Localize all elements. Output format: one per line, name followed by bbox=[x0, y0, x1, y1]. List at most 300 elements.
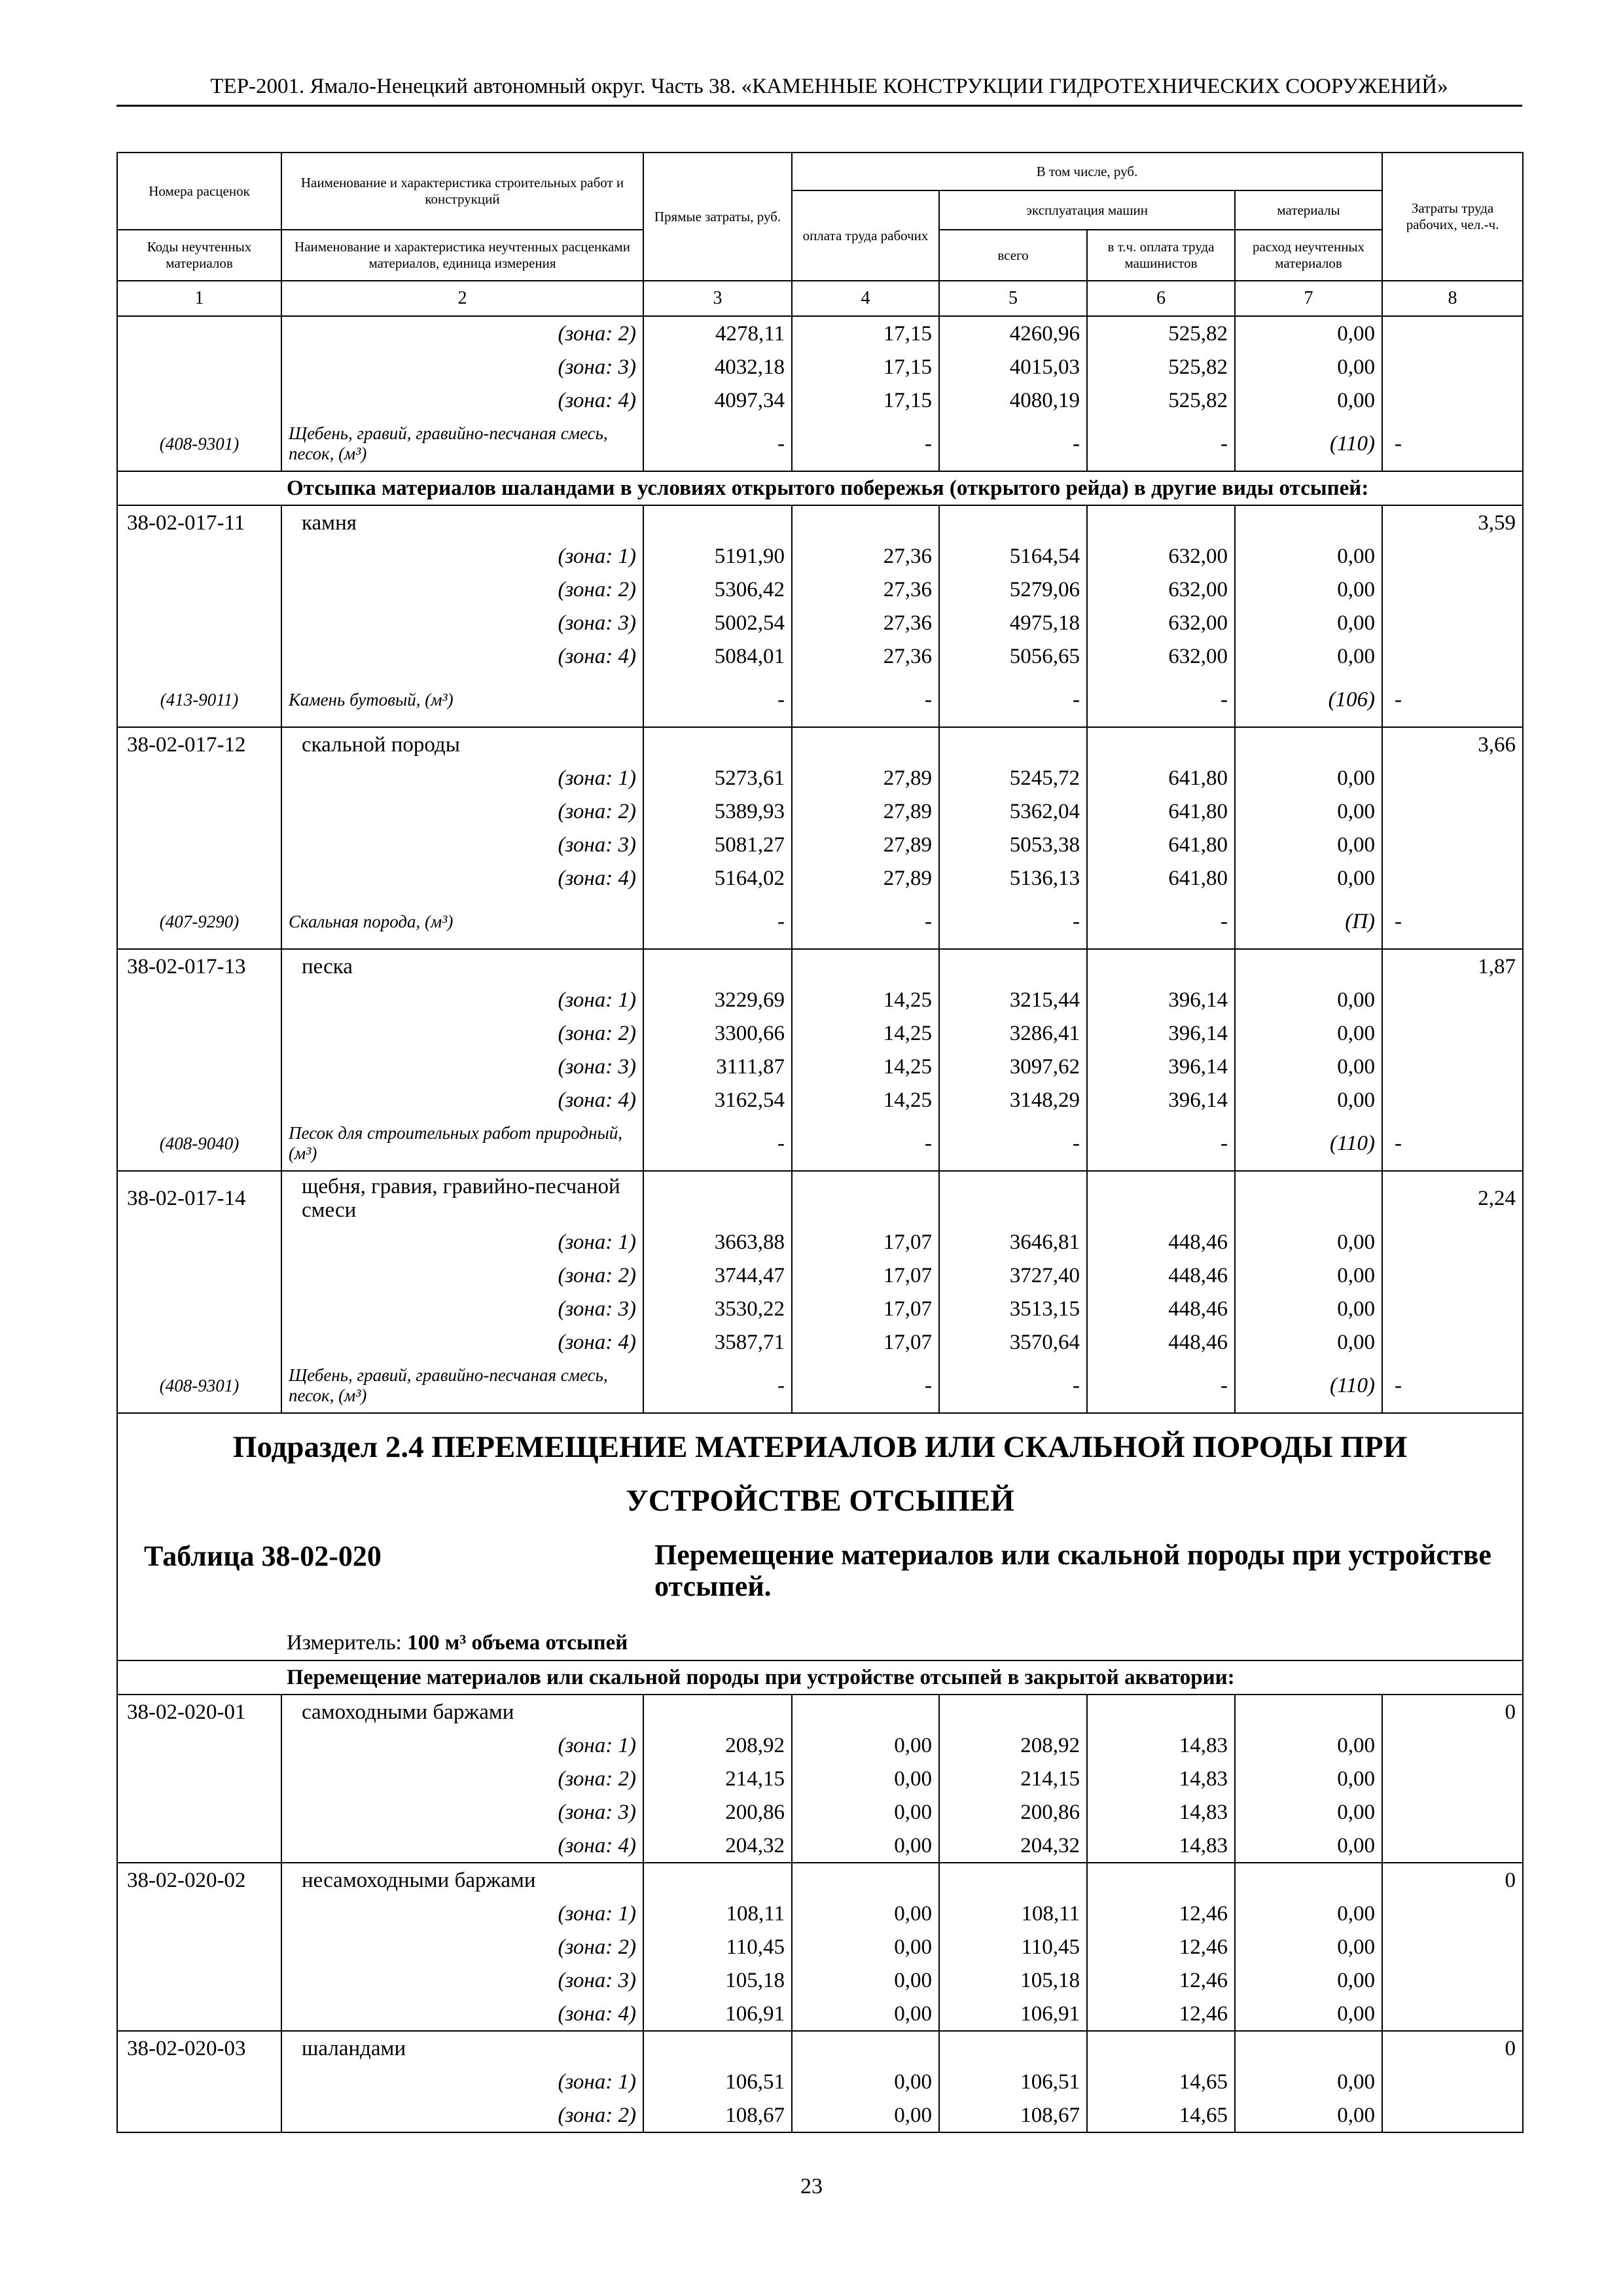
empty-cell bbox=[1382, 350, 1523, 384]
col-num: 2 bbox=[281, 281, 643, 316]
dash-cell: - bbox=[643, 1117, 792, 1171]
machines-total-value: 3286,41 bbox=[939, 1016, 1087, 1050]
empty-cell bbox=[117, 1762, 281, 1795]
table-row bbox=[117, 1528, 1523, 1626]
machines-total-value: 3646,81 bbox=[939, 1225, 1087, 1259]
col-num: 6 bbox=[1087, 281, 1235, 316]
table-row bbox=[117, 2031, 1523, 2065]
empty-cell bbox=[643, 1695, 792, 1729]
table-row bbox=[117, 1325, 1523, 1359]
empty-cell bbox=[1382, 2065, 1523, 2098]
empty-cell bbox=[117, 2065, 281, 2098]
machinists-wages-value: 14,83 bbox=[1087, 1829, 1235, 1863]
table-row bbox=[117, 1964, 1523, 1997]
wages-value: 14,25 bbox=[792, 1083, 939, 1117]
direct-costs-value: 4032,18 bbox=[643, 350, 792, 384]
material-code: (407-9290) bbox=[117, 895, 281, 949]
machinists-wages-value: 448,46 bbox=[1087, 1259, 1235, 1292]
work-name: шаландами bbox=[281, 2031, 643, 2065]
table-row bbox=[117, 606, 1523, 639]
wages-value: 17,07 bbox=[792, 1259, 939, 1292]
work-name: камня bbox=[281, 505, 643, 539]
empty-cell bbox=[1382, 828, 1523, 861]
empty-cell bbox=[643, 727, 792, 761]
machinists-wages-value: 448,46 bbox=[1087, 1225, 1235, 1259]
empty-cell bbox=[117, 639, 281, 673]
direct-costs-value: 108,67 bbox=[643, 2098, 792, 2132]
subsection-title-line: УСТРОЙСТВЕ ОТСЫПЕЙ bbox=[626, 1484, 1014, 1518]
wages-value: 17,07 bbox=[792, 1225, 939, 1259]
materials-value: 0,00 bbox=[1235, 384, 1382, 417]
machinists-wages-value: 14,83 bbox=[1087, 1795, 1235, 1829]
materials-value: 0,00 bbox=[1235, 639, 1382, 673]
materials-value: 0,00 bbox=[1235, 1762, 1382, 1795]
machines-total-value: 214,15 bbox=[939, 1762, 1087, 1795]
machinists-wages-value: 632,00 bbox=[1087, 573, 1235, 606]
empty-cell bbox=[1087, 1695, 1235, 1729]
wages-value: 0,00 bbox=[792, 1795, 939, 1829]
zone-label: (зона: 4) bbox=[281, 384, 643, 417]
empty-cell bbox=[117, 1225, 281, 1259]
zone-label: (зона: 3) bbox=[281, 606, 643, 639]
machinists-wages-value: 525,82 bbox=[1087, 384, 1235, 417]
dash-cell: - bbox=[1087, 417, 1235, 471]
material-code: (413-9011) bbox=[117, 673, 281, 727]
table-caption bbox=[117, 1528, 1523, 1626]
materials-value: 0,00 bbox=[1235, 573, 1382, 606]
material-use-value: (110) bbox=[1235, 1359, 1382, 1413]
direct-costs-value: 5002,54 bbox=[643, 606, 792, 639]
direct-costs-value: 5191,90 bbox=[643, 539, 792, 573]
empty-cell bbox=[117, 1964, 281, 1997]
empty-cell bbox=[117, 1897, 281, 1930]
machinists-wages-value: 12,46 bbox=[1087, 1930, 1235, 1964]
col-num: 1 bbox=[117, 281, 281, 316]
empty-cell bbox=[1382, 1050, 1523, 1083]
table-row bbox=[117, 350, 1523, 384]
machinists-wages-value: 396,14 bbox=[1087, 983, 1235, 1016]
wages-value: 0,00 bbox=[792, 1997, 939, 2031]
hdr-including: В том числе, руб. bbox=[792, 152, 1382, 190]
direct-costs-value: 214,15 bbox=[643, 1762, 792, 1795]
work-name: песка bbox=[281, 949, 643, 983]
dash-cell: - bbox=[939, 1359, 1087, 1413]
empty-cell bbox=[1382, 384, 1523, 417]
zone-label: (зона: 4) bbox=[281, 1997, 643, 2031]
hdr-work-name: Наименование и характеристика строительных работ и конструкций bbox=[281, 152, 643, 230]
materials-value: 0,00 bbox=[1235, 983, 1382, 1016]
empty-cell bbox=[1382, 1997, 1523, 2031]
empty-cell bbox=[939, 2031, 1087, 2065]
wages-value: 0,00 bbox=[792, 1897, 939, 1930]
material-use-value: (110) bbox=[1235, 417, 1382, 471]
group-title: Отсыпка материалов шаландами в условиях открытого побережья (открытого рейда) в другие виды отсыпей: bbox=[117, 471, 1523, 505]
measure-label: Измеритель: bbox=[287, 1630, 402, 1655]
labor-value: 0 bbox=[1382, 1863, 1523, 1897]
col-num: 8 bbox=[1382, 281, 1523, 316]
material-use-value: (П) bbox=[1235, 895, 1382, 949]
machines-total-value: 4080,19 bbox=[939, 384, 1087, 417]
col-num: 5 bbox=[939, 281, 1087, 316]
table-row bbox=[117, 761, 1523, 795]
dash-cell: - bbox=[1382, 673, 1523, 727]
page-number: 23 bbox=[800, 2174, 823, 2198]
wages-value: 27,89 bbox=[792, 861, 939, 895]
direct-costs-value: 4278,11 bbox=[643, 316, 792, 350]
zone-label: (зона: 1) bbox=[281, 2065, 643, 2098]
material-name: Щебень, гравий, гравийно-песчаная смесь, песок, (м³) bbox=[281, 1359, 643, 1413]
direct-costs-value: 105,18 bbox=[643, 1964, 792, 1997]
work-name: скальной породы bbox=[281, 727, 643, 761]
machines-total-value: 3097,62 bbox=[939, 1050, 1087, 1083]
empty-cell bbox=[1382, 1259, 1523, 1292]
zone-label: (зона: 1) bbox=[281, 1897, 643, 1930]
materials-value: 0,00 bbox=[1235, 1897, 1382, 1930]
empty-cell bbox=[1382, 1762, 1523, 1795]
col-num: 3 bbox=[643, 281, 792, 316]
machines-total-value: 106,91 bbox=[939, 1997, 1087, 2031]
direct-costs-value: 5084,01 bbox=[643, 639, 792, 673]
zone-label: (зона: 2) bbox=[281, 1016, 643, 1050]
table-row bbox=[117, 1413, 1523, 1528]
materials-value: 0,00 bbox=[1235, 1325, 1382, 1359]
direct-costs-value: 3229,69 bbox=[643, 983, 792, 1016]
empty-cell bbox=[939, 505, 1087, 539]
materials-value: 0,00 bbox=[1235, 1083, 1382, 1117]
zone-label: (зона: 2) bbox=[281, 1930, 643, 1964]
wages-value: 27,89 bbox=[792, 795, 939, 828]
table-row bbox=[117, 1292, 1523, 1325]
machines-total-value: 200,86 bbox=[939, 1795, 1087, 1829]
machines-total-value: 106,51 bbox=[939, 2065, 1087, 2098]
empty-cell bbox=[1087, 1863, 1235, 1897]
material-name: Скальная порода, (м³) bbox=[281, 895, 643, 949]
hdr-material-use: расход неучтенных материалов bbox=[1235, 230, 1382, 281]
materials-value: 0,00 bbox=[1235, 1016, 1382, 1050]
empty-cell bbox=[117, 573, 281, 606]
machinists-wages-value: 448,46 bbox=[1087, 1325, 1235, 1359]
empty-cell bbox=[117, 1083, 281, 1117]
direct-costs-value: 3587,71 bbox=[643, 1325, 792, 1359]
labor-value: 1,87 bbox=[1382, 949, 1523, 983]
machinists-wages-value: 632,00 bbox=[1087, 606, 1235, 639]
direct-costs-value: 5164,02 bbox=[643, 861, 792, 895]
empty-cell bbox=[1235, 949, 1382, 983]
measure-unit bbox=[117, 1626, 1523, 1660]
machinists-wages-value: 396,14 bbox=[1087, 1083, 1235, 1117]
wages-value: 0,00 bbox=[792, 1829, 939, 1863]
table-row bbox=[117, 1762, 1523, 1795]
wages-value: 0,00 bbox=[792, 1964, 939, 1997]
empty-cell bbox=[117, 1259, 281, 1292]
empty-cell bbox=[1382, 1016, 1523, 1050]
zone-label: (зона: 1) bbox=[281, 539, 643, 573]
direct-costs-value: 108,11 bbox=[643, 1897, 792, 1930]
machines-total-value: 108,11 bbox=[939, 1897, 1087, 1930]
empty-cell bbox=[117, 983, 281, 1016]
table-row bbox=[117, 639, 1523, 673]
empty-cell bbox=[1235, 505, 1382, 539]
empty-cell bbox=[1382, 795, 1523, 828]
wages-value: 27,36 bbox=[792, 639, 939, 673]
empty-cell bbox=[1382, 539, 1523, 573]
subsection-heading bbox=[117, 1413, 1523, 1528]
machinists-wages-value: 14,65 bbox=[1087, 2065, 1235, 2098]
wages-value: 14,25 bbox=[792, 1050, 939, 1083]
dash-cell: - bbox=[1087, 1117, 1235, 1171]
machines-total-value: 208,92 bbox=[939, 1729, 1087, 1762]
empty-cell bbox=[1382, 573, 1523, 606]
materials-value: 0,00 bbox=[1235, 795, 1382, 828]
empty-cell bbox=[117, 1795, 281, 1829]
zone-label: (зона: 2) bbox=[281, 316, 643, 350]
table-row bbox=[117, 1863, 1523, 1897]
labor-value: 3,59 bbox=[1382, 505, 1523, 539]
zone-label: (зона: 2) bbox=[281, 1259, 643, 1292]
wages-value: 14,25 bbox=[792, 1016, 939, 1050]
machines-total-value: 3513,15 bbox=[939, 1292, 1087, 1325]
dash-cell: - bbox=[643, 895, 792, 949]
wages-value: 0,00 bbox=[792, 2098, 939, 2132]
materials-value: 0,00 bbox=[1235, 1930, 1382, 1964]
labor-value: 3,66 bbox=[1382, 727, 1523, 761]
table-row bbox=[117, 2065, 1523, 2098]
empty-cell bbox=[1382, 1930, 1523, 1964]
empty-cell bbox=[792, 949, 939, 983]
materials-value: 0,00 bbox=[1235, 1259, 1382, 1292]
zone-label: (зона: 1) bbox=[281, 983, 643, 1016]
wages-value: 27,89 bbox=[792, 761, 939, 795]
machinists-wages-value: 448,46 bbox=[1087, 1292, 1235, 1325]
hdr-labor: Затраты труда рабочих, чел.-ч. bbox=[1382, 152, 1523, 281]
zone-label: (зона: 4) bbox=[281, 639, 643, 673]
materials-value: 0,00 bbox=[1235, 1997, 1382, 2031]
hdr-direct-costs: Прямые затраты, руб. bbox=[643, 152, 792, 281]
empty-cell bbox=[117, 1930, 281, 1964]
machinists-wages-value: 12,46 bbox=[1087, 1964, 1235, 1997]
machinists-wages-value: 396,14 bbox=[1087, 1050, 1235, 1083]
materials-value: 0,00 bbox=[1235, 1292, 1382, 1325]
table-row bbox=[117, 384, 1523, 417]
table-row bbox=[117, 1259, 1523, 1292]
group-title: Перемещение материалов или скальной породы при устройстве отсыпей в закрытой акватории: bbox=[117, 1660, 1523, 1695]
table-row bbox=[117, 417, 1523, 471]
direct-costs-value: 4097,34 bbox=[643, 384, 792, 417]
materials-value: 0,00 bbox=[1235, 1795, 1382, 1829]
empty-cell bbox=[1087, 505, 1235, 539]
dash-cell: - bbox=[1087, 1359, 1235, 1413]
material-code: (408-9040) bbox=[117, 1117, 281, 1171]
machinists-wages-value: 12,46 bbox=[1087, 1897, 1235, 1930]
wages-value: 0,00 bbox=[792, 1729, 939, 1762]
labor-value: 0 bbox=[1382, 1695, 1523, 1729]
wages-value: 14,25 bbox=[792, 983, 939, 1016]
empty-cell bbox=[792, 727, 939, 761]
machines-total-value: 108,67 bbox=[939, 2098, 1087, 2132]
zone-label: (зона: 4) bbox=[281, 1083, 643, 1117]
labor-value: 2,24 bbox=[1382, 1171, 1523, 1225]
empty-cell bbox=[643, 505, 792, 539]
table-row bbox=[117, 1829, 1523, 1863]
table-row bbox=[117, 539, 1523, 573]
empty-cell bbox=[1382, 1729, 1523, 1762]
empty-cell bbox=[117, 1325, 281, 1359]
empty-cell bbox=[1382, 1964, 1523, 1997]
machines-total-value: 3727,40 bbox=[939, 1259, 1087, 1292]
empty-cell bbox=[1382, 1325, 1523, 1359]
rate-code: 38-02-017-14 bbox=[117, 1171, 281, 1225]
dash-cell: - bbox=[939, 673, 1087, 727]
table-row bbox=[117, 1117, 1523, 1171]
machinists-wages-value: 525,82 bbox=[1087, 316, 1235, 350]
machines-total-value: 3148,29 bbox=[939, 1083, 1087, 1117]
empty-cell bbox=[117, 1829, 281, 1863]
table-row bbox=[117, 949, 1523, 983]
empty-cell bbox=[643, 1863, 792, 1897]
dash-cell: - bbox=[643, 417, 792, 471]
zone-label: (зона: 2) bbox=[281, 573, 643, 606]
machinists-wages-value: 14,83 bbox=[1087, 1729, 1235, 1762]
empty-cell bbox=[939, 1171, 1087, 1225]
machines-total-value: 5053,38 bbox=[939, 828, 1087, 861]
table-row bbox=[117, 861, 1523, 895]
table-row bbox=[117, 1729, 1523, 1762]
hdr-material-codes: Коды неучтенных материалов bbox=[117, 230, 281, 281]
wages-value: 17,15 bbox=[792, 316, 939, 350]
empty-cell bbox=[1235, 1863, 1382, 1897]
machines-total-value: 5245,72 bbox=[939, 761, 1087, 795]
dash-cell: - bbox=[939, 895, 1087, 949]
dash-cell: - bbox=[1382, 895, 1523, 949]
materials-value: 0,00 bbox=[1235, 761, 1382, 795]
direct-costs-value: 106,91 bbox=[643, 1997, 792, 2031]
table-row bbox=[117, 573, 1523, 606]
table-title: Перемещение материалов или скальной породы при устройстве отсыпей. bbox=[654, 1539, 1491, 1602]
empty-cell bbox=[1382, 1083, 1523, 1117]
empty-cell bbox=[1087, 727, 1235, 761]
empty-cell bbox=[792, 1171, 939, 1225]
machines-total-value: 3570,64 bbox=[939, 1325, 1087, 1359]
direct-costs-value: 3300,66 bbox=[643, 1016, 792, 1050]
running-header: ТЕР-2001. Ямало-Ненецкий автономный округ. Часть 38. «КАМЕННЫЕ КОНСТРУКЦИИ ГИДРОТЕХНИЧЕСКИХ СООРУЖЕНИЙ» bbox=[210, 75, 1448, 98]
machines-total-value: 5164,54 bbox=[939, 539, 1087, 573]
empty-cell bbox=[643, 1171, 792, 1225]
dash-cell: - bbox=[1087, 895, 1235, 949]
machinists-wages-value: 12,46 bbox=[1087, 1997, 1235, 2031]
empty-cell bbox=[1087, 2031, 1235, 2065]
empty-cell bbox=[117, 316, 281, 350]
machines-total-value: 4015,03 bbox=[939, 350, 1087, 384]
materials-value: 0,00 bbox=[1235, 2065, 1382, 2098]
subsection-title-line: Подраздел 2.4 ПЕРЕМЕЩЕНИЕ МАТЕРИАЛОВ ИЛИ СКАЛЬНОЙ ПОРОДЫ ПРИ bbox=[232, 1430, 1408, 1464]
empty-cell bbox=[1382, 1225, 1523, 1259]
table-row bbox=[117, 1660, 1523, 1695]
rate-code: 38-02-020-02 bbox=[117, 1863, 281, 1897]
materials-value: 0,00 bbox=[1235, 1225, 1382, 1259]
empty-cell bbox=[117, 1997, 281, 2031]
empty-cell bbox=[792, 1695, 939, 1729]
wages-value: 0,00 bbox=[792, 2065, 939, 2098]
empty-cell bbox=[117, 606, 281, 639]
zone-label: (зона: 3) bbox=[281, 1292, 643, 1325]
table-row bbox=[117, 795, 1523, 828]
col-num: 4 bbox=[792, 281, 939, 316]
rate-code: 38-02-020-01 bbox=[117, 1695, 281, 1729]
empty-cell bbox=[939, 949, 1087, 983]
direct-costs-value: 5389,93 bbox=[643, 795, 792, 828]
zone-label: (зона: 4) bbox=[281, 861, 643, 895]
zone-label: (зона: 3) bbox=[281, 350, 643, 384]
empty-cell bbox=[1235, 727, 1382, 761]
empty-cell bbox=[1087, 1171, 1235, 1225]
table-number: Таблица 38-02-020 bbox=[144, 1540, 382, 1572]
table-row bbox=[117, 1225, 1523, 1259]
direct-costs-value: 204,32 bbox=[643, 1829, 792, 1863]
direct-costs-value: 208,92 bbox=[643, 1729, 792, 1762]
empty-cell bbox=[1235, 1171, 1382, 1225]
direct-costs-value: 110,45 bbox=[643, 1930, 792, 1964]
direct-costs-value: 3111,87 bbox=[643, 1050, 792, 1083]
empty-cell bbox=[1087, 949, 1235, 983]
table-row bbox=[117, 505, 1523, 539]
material-use-value: (106) bbox=[1235, 673, 1382, 727]
direct-costs-value: 200,86 bbox=[643, 1795, 792, 1829]
table-row bbox=[117, 895, 1523, 949]
dash-cell: - bbox=[792, 417, 939, 471]
direct-costs-value: 5273,61 bbox=[643, 761, 792, 795]
empty-cell bbox=[117, 1292, 281, 1325]
hdr-machines-total: всего bbox=[939, 230, 1087, 281]
table-row bbox=[117, 1050, 1523, 1083]
direct-costs-value: 5081,27 bbox=[643, 828, 792, 861]
wages-value: 17,15 bbox=[792, 384, 939, 417]
machines-total-value: 105,18 bbox=[939, 1964, 1087, 1997]
material-code: (408-9301) bbox=[117, 417, 281, 471]
material-name: Камень бутовый, (м³) bbox=[281, 673, 643, 727]
dash-cell: - bbox=[1382, 417, 1523, 471]
dash-cell: - bbox=[792, 1117, 939, 1171]
table-row bbox=[117, 828, 1523, 861]
empty-cell bbox=[939, 1695, 1087, 1729]
zone-label: (зона: 3) bbox=[281, 1050, 643, 1083]
empty-cell bbox=[117, 828, 281, 861]
materials-value: 0,00 bbox=[1235, 606, 1382, 639]
machines-total-value: 5279,06 bbox=[939, 573, 1087, 606]
materials-value: 0,00 bbox=[1235, 828, 1382, 861]
direct-costs-value: 3530,22 bbox=[643, 1292, 792, 1325]
empty-cell bbox=[643, 2031, 792, 2065]
work-name: щебня, гравия, гравийно-песчаной смеси bbox=[281, 1171, 643, 1225]
machinists-wages-value: 641,80 bbox=[1087, 761, 1235, 795]
table-row bbox=[117, 1897, 1523, 1930]
empty-cell bbox=[117, 1729, 281, 1762]
empty-cell bbox=[117, 539, 281, 573]
empty-cell bbox=[1382, 606, 1523, 639]
table-row bbox=[117, 1695, 1523, 1729]
empty-cell bbox=[1382, 861, 1523, 895]
wages-value: 27,89 bbox=[792, 828, 939, 861]
dash-cell: - bbox=[792, 895, 939, 949]
empty-cell bbox=[792, 1863, 939, 1897]
dash-cell: - bbox=[1382, 1117, 1523, 1171]
machines-total-value: 4975,18 bbox=[939, 606, 1087, 639]
materials-value: 0,00 bbox=[1235, 316, 1382, 350]
materials-value: 0,00 bbox=[1235, 350, 1382, 384]
empty-cell bbox=[1382, 1292, 1523, 1325]
empty-cell bbox=[1235, 1695, 1382, 1729]
material-code: (408-9301) bbox=[117, 1359, 281, 1413]
wages-value: 0,00 bbox=[792, 1930, 939, 1964]
